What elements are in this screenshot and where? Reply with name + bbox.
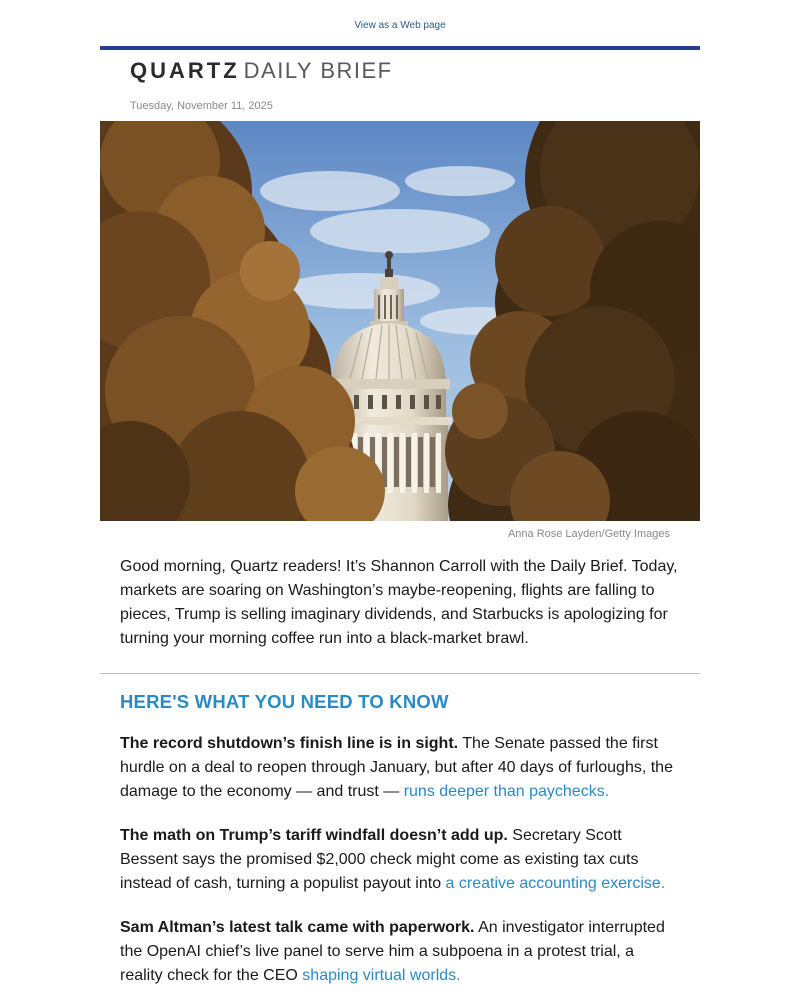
- logo-quartz: QUARTZ: [130, 58, 240, 83]
- news-item: [100, 732, 700, 804]
- photo-credit: Anna Rose Layden/Getty Images: [507, 528, 670, 540]
- news-item: [100, 824, 700, 896]
- news-item-body: Secretary Scott Bessent says the promised $2,000 check might come as existing tax cuts instead of cash, turning a populist payout into: [120, 827, 639, 892]
- news-item-headline: The math on Trump’s tariff windfall doesn’t add up.: [120, 827, 508, 844]
- view-as-web-page-link[interactable]: View as a Web page: [354, 20, 446, 31]
- news-item-link[interactable]: a creative accounting exercise.: [445, 875, 666, 892]
- quartz-daily-brief-logo[interactable]: [130, 58, 670, 84]
- news-item-link[interactable]: shaping virtual worlds.: [302, 967, 461, 984]
- intro-paragraph: Good morning, Quartz readers! It’s Shannon Carroll with the Daily Brief. Today, markets are soaring on Washington’s maybe-reopening, flights are falling to pieces, Trump is selling imaginary dividends, and Starbucks is apologizing for turning your morning coffee run into a black-market brawl.: [120, 558, 678, 647]
- issue-date: Tuesday, November 11, 2025: [130, 100, 273, 112]
- news-item-body: An investigator interrupted the OpenAI chief’s live panel to serve him a subpoena in a protest trial, a reality check for the CEO: [120, 919, 665, 984]
- news-item-body: The Senate passed the first hurdle on a deal to reopen through January, but after 40 days of furloughs, the damage to the economy — and trust —: [120, 735, 673, 800]
- news-item-headline: Sam Altman’s latest talk came with paperwork.: [120, 919, 475, 936]
- news-item: [100, 916, 700, 988]
- hero-image-capitol-dome[interactable]: [100, 121, 700, 521]
- masthead: [100, 50, 700, 90]
- news-item-headline: The record shutdown’s finish line is in sight.: [120, 735, 459, 752]
- logo-daily-brief: DAILY BRIEF: [243, 58, 393, 83]
- web-view-bar: [0, 0, 800, 31]
- newsletter-body: [100, 46, 700, 988]
- news-item-link[interactable]: runs deeper than paychecks.: [403, 783, 610, 800]
- section-heading: HERE'S WHAT YOU NEED TO KNOW: [120, 691, 449, 712]
